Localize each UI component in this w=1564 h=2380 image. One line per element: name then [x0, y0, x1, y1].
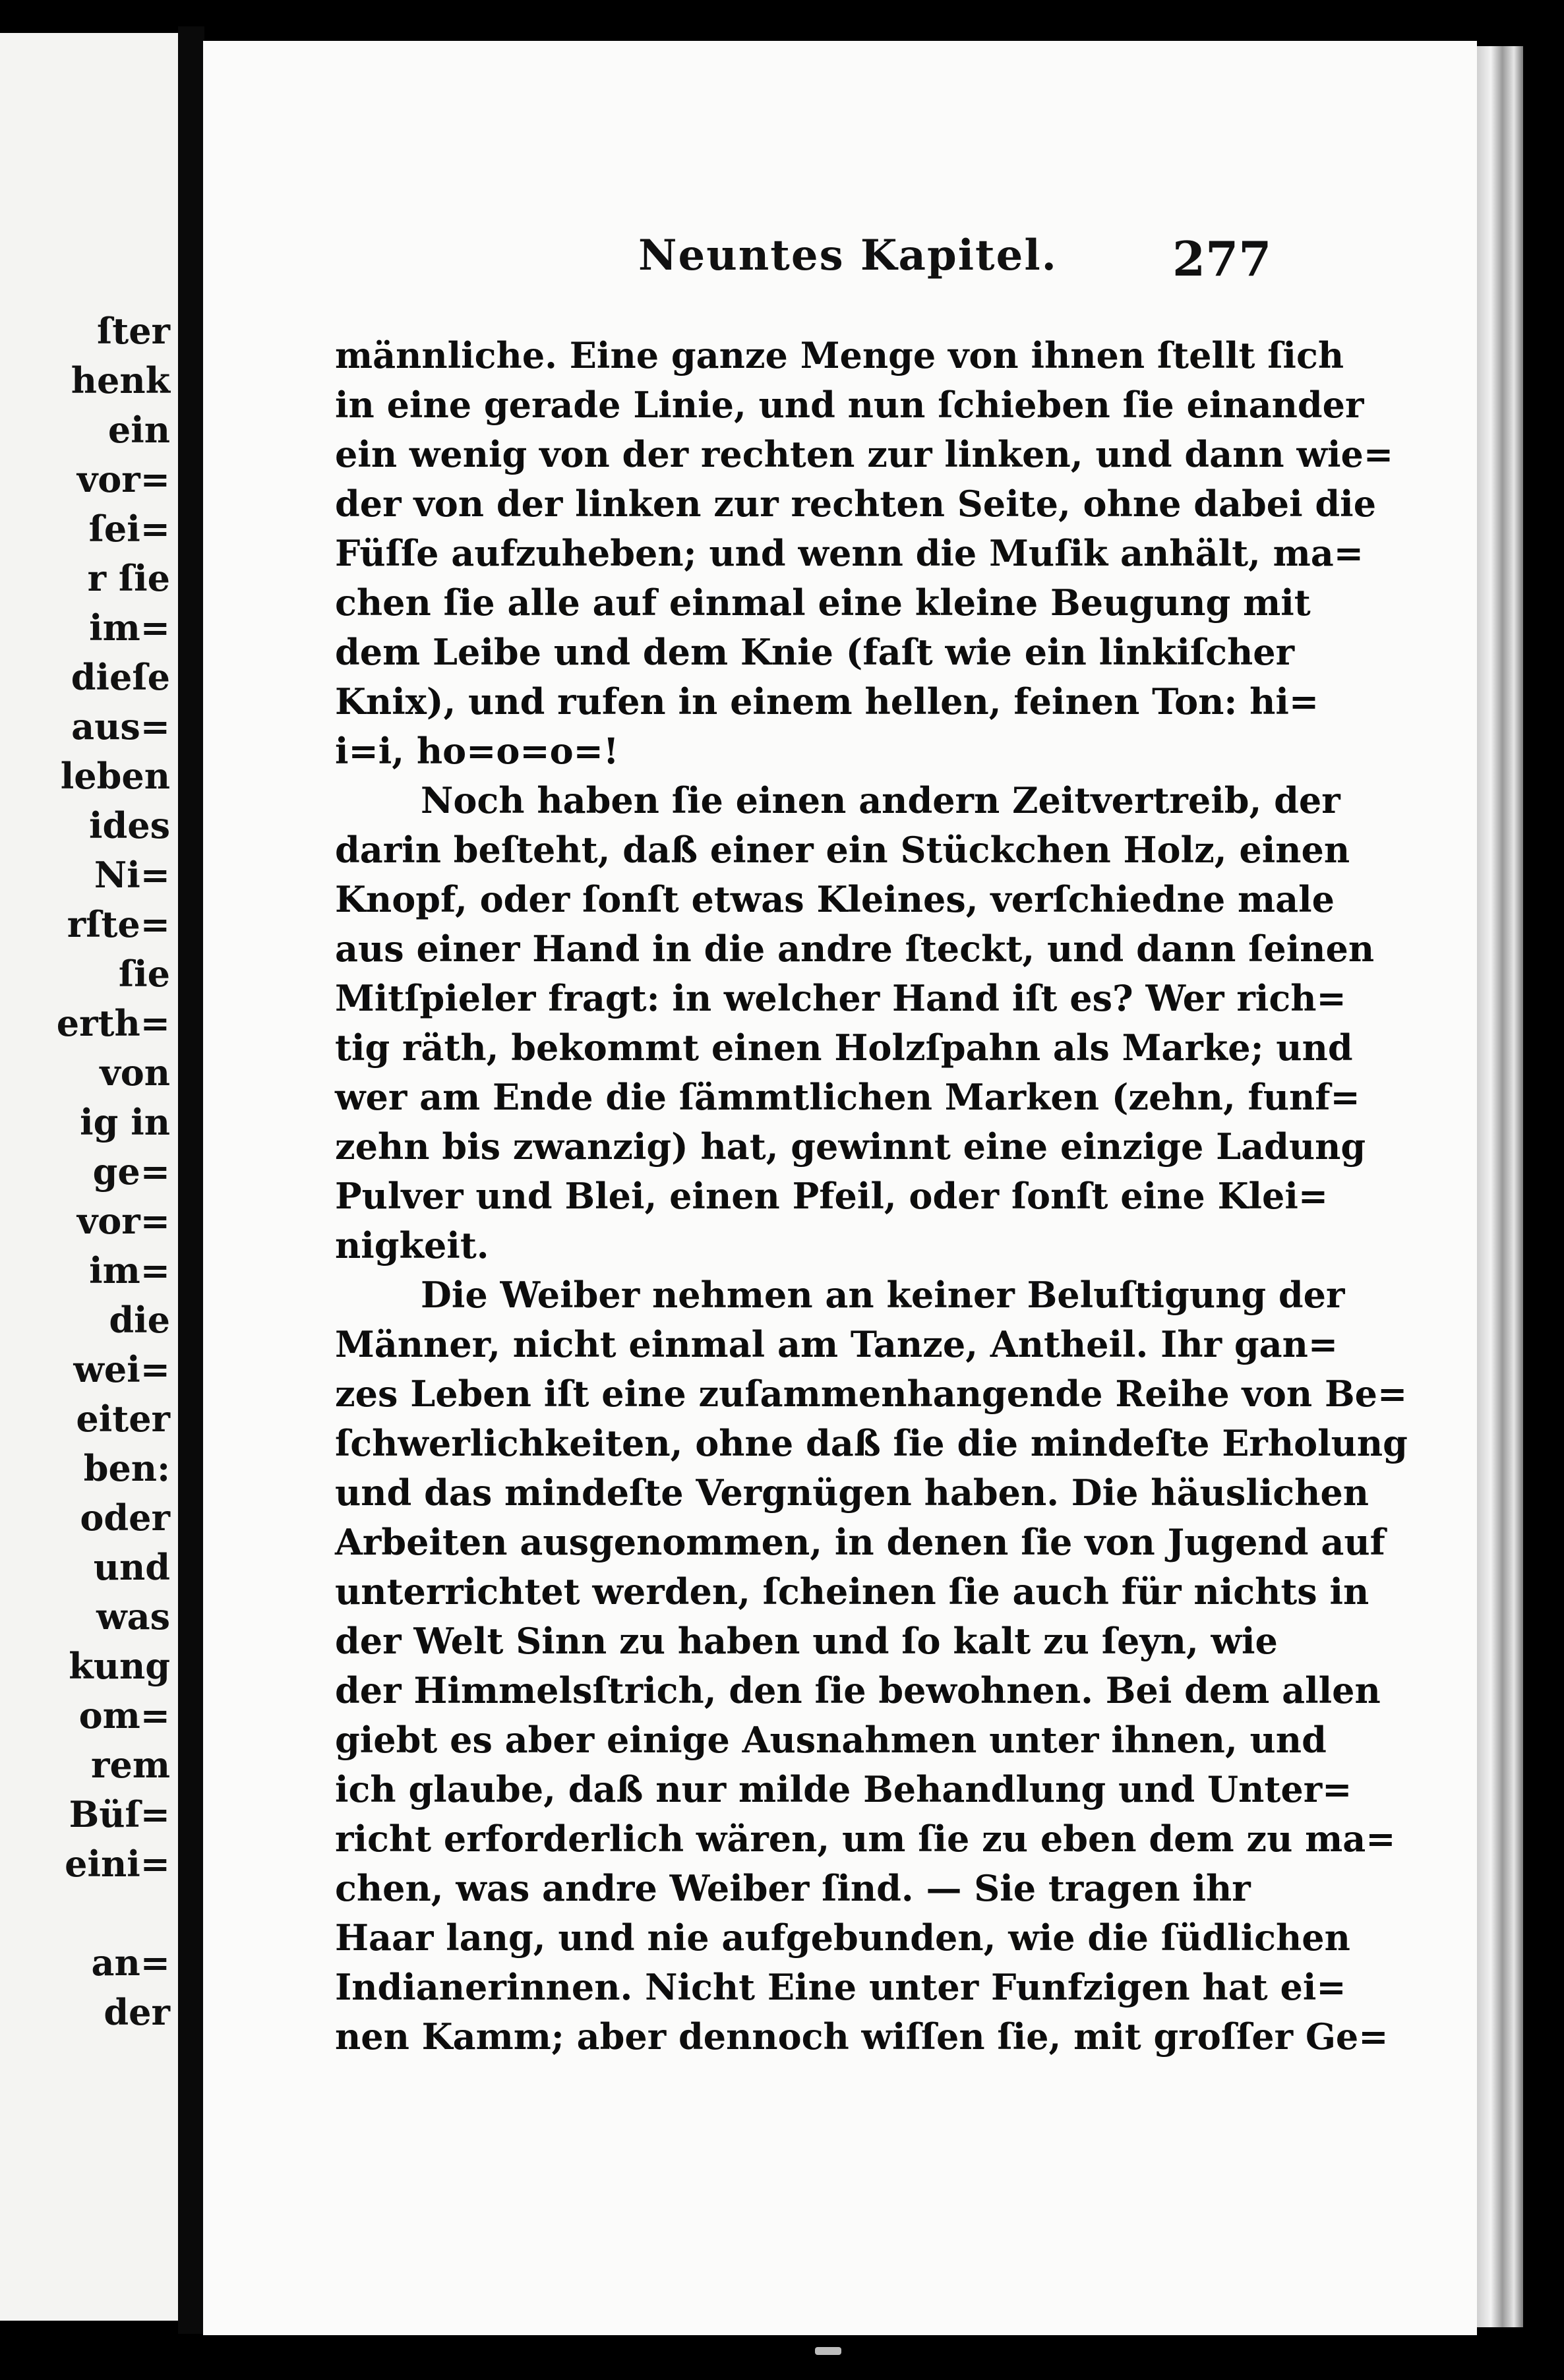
text-line: ſchwerlichkeiten, ohne daß ſie die mindeſte Erholung: [335, 1422, 1408, 1464]
text-line: wer am Ende die ſämmtlichen Marken (zehn, funf=: [335, 1076, 1360, 1118]
text-line: ein wenig von der rechten zur linken, und dann wie=: [335, 433, 1394, 475]
left-page-line-fragment: kung: [69, 1645, 170, 1687]
left-page-line-fragment: Ni=: [94, 854, 170, 896]
left-page-line-fragment: leben: [60, 755, 170, 797]
book-gutter: [178, 26, 204, 2334]
page-body-text: [335, 331, 1408, 2062]
left-page-line-fragment: aus=: [71, 705, 170, 748]
text-line: chen ſie alle auf einmal eine kleine Beugung mit: [335, 581, 1311, 624]
book-page: [203, 41, 1477, 2335]
text-line: aus einer Hand in die andre ſteckt, und dann ſeinen: [335, 928, 1375, 970]
text-line: Noch haben ſie einen andern Zeitvertreib, der: [421, 779, 1340, 821]
text-line: in eine gerade Linie, und nun ſchieben ſie einander: [335, 384, 1364, 426]
text-line: Knopf, oder ſonſt etwas Kleines, verſchiedne male: [335, 878, 1335, 920]
left-page-line-fragment: rem: [91, 1744, 170, 1786]
scan-mark: [815, 2347, 841, 2355]
left-page-line-fragment: was: [96, 1595, 170, 1638]
text-line: männliche. Eine ganze Menge von ihnen ſtellt ſich: [335, 334, 1344, 376]
text-line: unterrichtet werden, ſcheinen ſie auch für nichts in: [335, 1570, 1369, 1613]
left-page-line-fragment: ben:: [83, 1447, 170, 1489]
left-page-line-fragment: ge=: [92, 1150, 170, 1193]
left-page-line-fragment: ides: [88, 804, 170, 847]
text-line: nigkeit.: [335, 1224, 489, 1266]
left-page-line-fragment: r ſie: [87, 557, 170, 599]
left-page-line-fragment: ſie: [118, 953, 170, 995]
left-page-line-fragment: vor=: [76, 458, 170, 500]
left-page-line-fragment: vor=: [76, 1200, 170, 1242]
left-page-line-fragment: im=: [89, 607, 170, 649]
left-page-line-fragment: rſte=: [67, 903, 170, 945]
text-line: tig räth, bekommt einen Holzſpahn als Marke; und: [335, 1026, 1353, 1069]
page-header: [203, 231, 1477, 303]
text-line: Pulver und Blei, einen Pfeil, oder ſonſt eine Klei=: [335, 1175, 1329, 1217]
left-page-line-fragment: henk: [71, 359, 170, 402]
left-page-line-fragment: erth=: [56, 1002, 170, 1044]
left-page-line-fragment: und: [93, 1546, 170, 1588]
text-line: Indianerinnen. Nicht Eine unter Funfzigen hat ei=: [335, 1966, 1346, 2008]
left-page-line-fragment: dieſe: [71, 656, 170, 698]
left-page-line-fragment: an=: [91, 1942, 170, 1984]
text-line: zes Leben iſt eine zuſammenhangende Reihe von Be=: [335, 1373, 1408, 1415]
left-page-line-fragment: eini=: [65, 1843, 170, 1885]
left-page-line-fragment: ſei=: [88, 508, 170, 550]
text-line: Arbeiten ausgenommen, in denen ſie von Jugend auf: [335, 1521, 1385, 1563]
text-line: chen, was andre Weiber ſind. — Sie tragen ihr: [335, 1867, 1251, 1909]
running-head: Neuntes Kapitel.: [638, 231, 1058, 280]
text-line: Füſſe aufzuheben; und wenn die Muſik anhält, ma=: [335, 532, 1364, 574]
page-stack-edge: [1477, 46, 1523, 2327]
page-number: 277: [1172, 231, 1272, 287]
text-line: der Welt Sinn zu haben und ſo kalt zu ſeyn, wie: [335, 1620, 1278, 1662]
text-line: der Himmelsſtrich, den ſie bewohnen. Bei dem allen: [335, 1669, 1381, 1711]
text-line: Haar lang, und nie aufgebunden, wie die ſüdlichen: [335, 1917, 1350, 1959]
left-page-line-fragment: im=: [89, 1249, 170, 1292]
text-line: Mitſpieler fragt: in welcher Hand iſt es? Wer rich=: [335, 977, 1346, 1019]
left-page-line-fragment: wei=: [73, 1348, 170, 1390]
left-page-line-fragment: ig in: [80, 1101, 170, 1143]
text-line: nen Kamm; aber dennoch wiſſen ſie, mit groſſer Ge=: [335, 2015, 1389, 2058]
left-page-line-fragment: von: [100, 1052, 170, 1094]
left-page-line-fragment: om=: [78, 1694, 170, 1737]
left-page-line-fragment: oder: [80, 1497, 170, 1539]
text-line: Die Weiber nehmen an keiner Beluſtigung der: [421, 1274, 1345, 1316]
text-line: Männer, nicht einmal am Tanze, Antheil. Ihr gan=: [335, 1323, 1338, 1365]
text-line: Knix), und rufen in einem hellen, feinen Ton: hi=: [335, 680, 1319, 723]
text-line: ich glaube, daß nur milde Behandlung und Unter=: [335, 1768, 1352, 1810]
text-line: i=i, ho=o=o=!: [335, 730, 619, 772]
text-line: und das mindeſte Vergnügen haben. Die häuslichen: [335, 1472, 1369, 1514]
facing-page-left: [0, 33, 178, 2321]
text-line: der von der linken zur rechten Seite, ohne dabei die: [335, 483, 1377, 525]
text-line: dem Leibe und dem Knie (faſt wie ein linkiſcher: [335, 631, 1295, 673]
text-line: richt erforderlich wären, um ſie zu eben dem zu ma=: [335, 1818, 1396, 1860]
text-line: zehn bis zwanzig) hat, gewinnt eine einzige Ladung: [335, 1125, 1366, 1168]
left-page-line-fragment: ſter: [97, 310, 170, 352]
text-line: darin beſteht, daß einer ein Stückchen Holz, einen: [335, 829, 1350, 871]
left-page-line-fragment: Büſ=: [69, 1793, 170, 1835]
text-line: giebt es aber einige Ausnahmen unter ihnen, und: [335, 1719, 1327, 1761]
left-page-line-fragment: die: [109, 1299, 170, 1341]
left-page-line-fragment: ein: [107, 409, 170, 451]
left-page-line-fragment: der: [104, 1991, 170, 2033]
left-page-line-fragment: eiter: [76, 1398, 170, 1440]
